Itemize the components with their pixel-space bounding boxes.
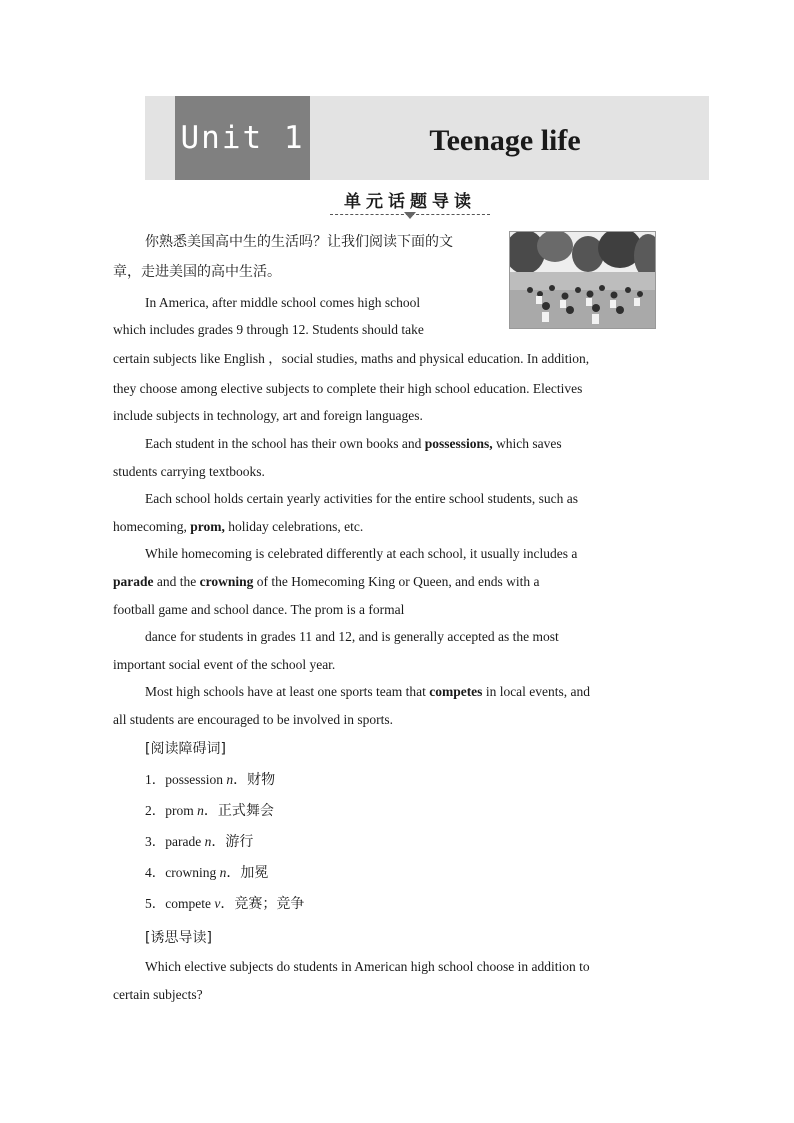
vocab-heading: [阅读障碍词] <box>145 741 226 757</box>
vocab-num: 1． <box>145 772 166 787</box>
passage-line: dance for students in grades 11 and 12, and is generally accepted as the most <box>145 629 559 644</box>
unit-label: Unit 1 <box>175 96 310 180</box>
passage-text: in local events, and <box>482 684 591 699</box>
vocab-item <box>145 864 268 882</box>
keyword-competes: competes <box>429 684 483 699</box>
passage-line: which includes grades 9 through 12. Students should take <box>113 322 424 337</box>
heading-pointer-icon <box>404 212 416 219</box>
vocab-item <box>145 833 253 851</box>
passage-line: important social event of the school year. <box>113 657 336 672</box>
passage-text: of the Homecoming King or Queen, and ends with a <box>253 574 540 589</box>
vocab-item <box>145 802 274 820</box>
vocab-meaning: ．正式舞会 <box>203 803 274 819</box>
passage-line: Each school holds certain yearly activities for the entire school students, such as <box>145 491 578 506</box>
photo-illustration <box>510 232 655 328</box>
unit-title: Teenage life <box>429 124 581 157</box>
section-heading: 单元话题导读 <box>330 187 490 215</box>
passage-line: include subjects in technology, art and foreign languages. <box>113 408 423 423</box>
vocab-word: compete <box>165 896 215 911</box>
passage-line <box>113 518 363 536</box>
vocab-pos: n <box>219 865 227 880</box>
passage-text: and the <box>153 574 200 589</box>
vocab-pos: n <box>197 803 204 818</box>
vocab-word: prom <box>165 803 198 818</box>
guide-question-line-1: Which elective subjects do students in American high school choose in addition to <box>145 959 590 974</box>
passage-line <box>113 573 539 591</box>
vocab-word: parade <box>165 834 205 849</box>
vocab-item <box>145 771 275 789</box>
passage-line: students carrying textbooks. <box>113 464 265 479</box>
passage-text: which saves <box>492 436 562 451</box>
keyword-possessions: possessions, <box>424 436 493 451</box>
vocab-num: 2． <box>145 803 166 818</box>
passage-line: In America, after middle school comes high school <box>145 295 421 310</box>
keyword-prom: prom, <box>190 519 225 534</box>
vocab-meaning: ．游行 <box>211 834 254 850</box>
passage-line <box>145 683 590 701</box>
vocab-word: possession <box>165 772 227 787</box>
passage-line: all students are encouraged to be involved in sports. <box>113 712 394 727</box>
keyword-parade: parade <box>113 574 154 589</box>
vocab-item <box>145 895 304 913</box>
guide-question-line-2: certain subjects? <box>113 987 203 1002</box>
passage-text: Most high schools have at least one sports team that <box>145 684 430 699</box>
intro-line-2: 章，走进美国的高中生活。 <box>113 264 281 280</box>
vocab-meaning: ．加冕 <box>226 865 269 881</box>
passage-line: certain subjects like English ，social studies, maths and physical education. In addition, <box>113 351 590 366</box>
passage-line <box>145 435 562 453</box>
vocab-pos: v <box>214 896 221 911</box>
guide-heading: [诱思导读] <box>145 930 212 946</box>
vocab-word: crowning <box>165 865 220 880</box>
passage-line: they choose among elective subjects to complete their high school education. Electives <box>113 381 583 396</box>
vocab-pos: n <box>204 834 212 849</box>
passage-text: homecoming, <box>113 519 191 534</box>
passage-text: holiday celebrations, etc. <box>224 519 364 534</box>
keyword-crowning: crowning <box>199 574 254 589</box>
photo-students-outdoor-gathering <box>509 231 656 329</box>
passage-text: Each student in the school has their own books and <box>145 436 425 451</box>
vocab-meaning: ．财物 <box>233 772 276 788</box>
vocab-meaning: ．竞赛；竞争 <box>220 896 305 912</box>
vocab-num: 4． <box>145 865 166 880</box>
vocab-num: 5． <box>145 896 166 911</box>
intro-line-1: 你熟悉美国高中生的生活吗？让我们阅读下面的文 <box>145 234 453 250</box>
passage-line: football game and school dance. The prom is a formal <box>113 602 405 617</box>
passage-line: While homecoming is celebrated differently at each school, it usually includes a <box>145 546 578 561</box>
vocab-pos: n <box>226 772 234 787</box>
vocab-num: 3． <box>145 834 166 849</box>
